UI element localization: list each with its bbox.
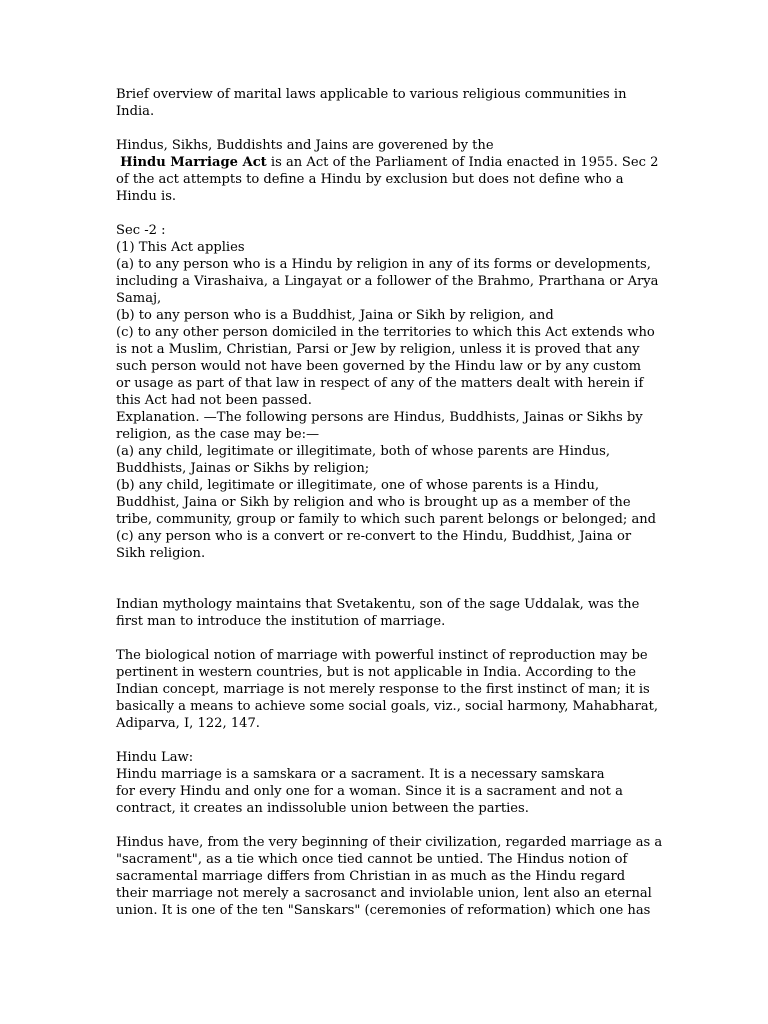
act-description: is an Act of the Parliament of India enacted in 1955. Sec 2: [266, 155, 659, 170]
text-line: Brief overview of marital laws applicable to various religious communities in: [116, 87, 627, 102]
text-line: sacramental marriage differs from Christian in as much as the Hindu regard: [116, 869, 626, 884]
paragraph-gap: [116, 562, 664, 596]
text-line: Sec -2 :: [116, 223, 166, 238]
text-line: this Act had not been passed.: [116, 393, 312, 408]
text-line: Buddhists, Jainas or Sikhs by religion;: [116, 461, 370, 476]
text-line: pertinent in western countries, but is not applicable in India. According to the: [116, 665, 637, 680]
text-line: Adiparva, I, 122, 147.: [116, 716, 260, 731]
paragraph-gap: [116, 732, 664, 749]
text-line: The biological notion of marriage with powerful instinct of reproduction may be: [116, 648, 648, 663]
text-line: tribe, community, group or family to which such parent belongs or belonged; and: [116, 512, 657, 527]
paragraph-gap: [116, 120, 664, 137]
text-line: including a Virashaiva, a Lingayat or a follower of the Brahmo, Prarthana or Arya: [116, 274, 659, 289]
text-line: Samaj,: [116, 291, 162, 306]
text-line: Indian mythology maintains that Svetakentu, son of the sage Uddalak, was the: [116, 597, 640, 612]
text-line: Sikh religion.: [116, 546, 206, 561]
text-line: Hindu Law:: [116, 750, 194, 765]
text-line: [116, 154, 664, 171]
text-line: Hindu marriage is a samskara or a sacrament. It is a necessary samskara: [116, 767, 605, 782]
text-line: (a) to any person who is a Hindu by religion in any of its forms or developments,: [116, 257, 651, 272]
text-line: Hindu is.: [116, 189, 177, 204]
intro-paragraph: [116, 86, 664, 120]
text-line: contract, it creates an indissoluble union between the parties.: [116, 801, 529, 816]
hindu-law-paragraph: [116, 749, 664, 817]
paragraph-gap: [116, 630, 664, 647]
text-line: basically a means to achieve some social goals, viz., social harmony, Mahabharat,: [116, 699, 659, 714]
biological-paragraph: [116, 647, 664, 732]
text-line: is not a Muslim, Christian, Parsi or Jew by religion, unless it is proved that any: [116, 342, 640, 357]
text-line: (a) any child, legitimate or illegitimate, both of whose parents are Hindus,: [116, 444, 611, 459]
text-line: religion, as the case may be:—: [116, 427, 320, 442]
mythology-paragraph: [116, 596, 664, 630]
act-name: Hindu Marriage Act: [120, 155, 267, 170]
paragraph-gap: [116, 205, 664, 222]
text-line: (1) This Act applies: [116, 240, 245, 255]
text-line: Buddhist, Jaina or Sikh by religion and who is brought up as a member of the: [116, 495, 631, 510]
text-line: of the act attempts to define a Hindu by exclusion but does not define who a: [116, 172, 624, 187]
sacrament-paragraph: [116, 834, 664, 919]
text-line: union. It is one of the ten "Sanskars" (ceremonies of reformation) which one has: [116, 903, 651, 918]
text-line: Hindus have, from the very beginning of their civilization, regarded marriage as a: [116, 835, 663, 850]
text-line: their marriage not merely a sacrosanct and inviolable union, lent also an eternal: [116, 886, 652, 901]
document-page: [116, 86, 664, 919]
text-line: first man to introduce the institution of marriage.: [116, 614, 446, 629]
paragraph-gap: [116, 817, 664, 834]
text-line: (b) any child, legitimate or illegitimate, one of whose parents is a Hindu,: [116, 478, 600, 493]
text-line: (b) to any person who is a Buddhist, Jaina or Sikh by religion, and: [116, 308, 554, 323]
section-paragraph: [116, 222, 664, 562]
text-line: or usage as part of that law in respect of any of the matters dealt with herein if: [116, 376, 644, 391]
text-line: (c) to any other person domiciled in the territories to which this Act extends who: [116, 325, 655, 340]
text-line: (c) any person who is a convert or re-convert to the Hindu, Buddhist, Jaina or: [116, 529, 632, 544]
text-line: Hindus, Sikhs, Buddishts and Jains are goverened by the: [116, 138, 494, 153]
text-line: India.: [116, 104, 155, 119]
text-line: for every Hindu and only one for a woman. Since it is a sacrament and not a: [116, 784, 623, 799]
text-line: Indian concept, marriage is not merely response to the first instinct of man; it is: [116, 682, 650, 697]
text-line: "sacrament", as a tie which once tied cannot be untied. The Hindus notion of: [116, 852, 628, 867]
text-line: such person would not have been governed by the Hindu law or by any custom: [116, 359, 642, 374]
governed-paragraph: [116, 137, 664, 205]
text-line: Explanation. —The following persons are Hindus, Buddhists, Jainas or Sikhs by: [116, 410, 643, 425]
